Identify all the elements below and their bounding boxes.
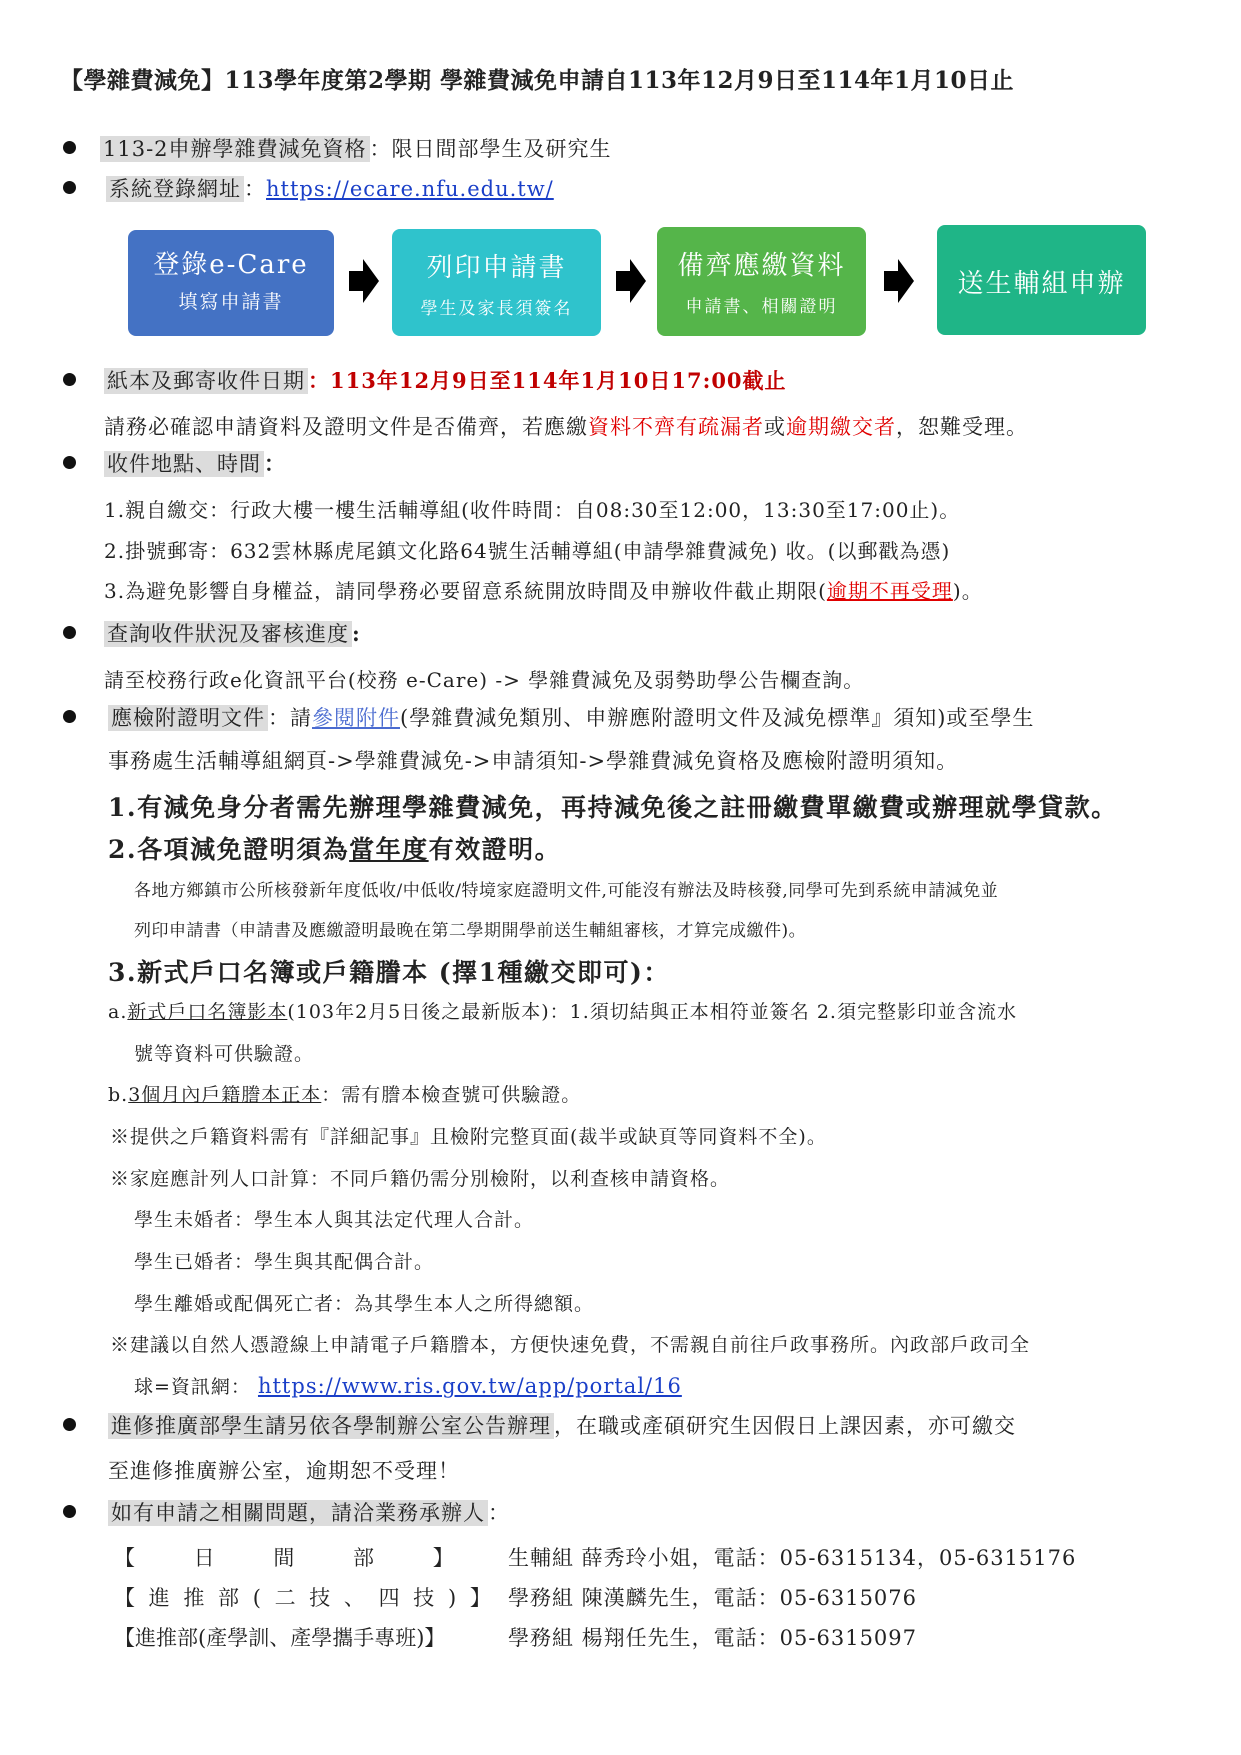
- documents-line-2: 事務處生活輔導組網頁->學雜費減免->申請須知->學雜費減免資格及應檢附證明須知。: [108, 749, 959, 773]
- documents-a: a.新式戶口名簿影本(103年2月5日後之最新版本)：1.須切結與正本相符並簽名 2.須完整影印並含流水: [108, 1001, 1017, 1023]
- contact-day: 【 日 間 部 】 生輔組 薛秀玲小姐，電話：05-6315134，05-6315176: [114, 1542, 1076, 1572]
- arrow-right-icon: [349, 259, 379, 303]
- contact-evening-degree: 【 進 推 部 ( 二 技 、 四 技 ) 】 學務組 陳漢麟先生，電話：05-6315076: [114, 1582, 917, 1612]
- ecare-link[interactable]: https://ecare.nfu.edu.tw/: [266, 177, 554, 201]
- location-item-3: 3.為避免影響自身權益，請同學務必要留意系統開放時間及申辦收件截止期限(逾期不再受理)。: [104, 579, 983, 603]
- remark-3-line-2: 球=資訊網： https://www.ris.gov.tw/app/portal/16: [134, 1374, 682, 1398]
- bullet-icon: [63, 373, 76, 386]
- contacts-label: 如有申請之相關問題，請洽業務承辦人: [108, 1500, 488, 1526]
- contact-evening-program-label: 【進推部(產學訓、產學攜手專班)】: [114, 1626, 446, 1650]
- query-label: 查詢收件狀況及審核進度: [104, 621, 352, 647]
- query-heading: 查詢收件狀況及審核進度 :: [104, 618, 361, 648]
- query-text: 請至校務行政e化資訊平台(校務 e-Care) -> 學雜費減免及弱勢助學公告欄查詢。: [104, 668, 865, 692]
- contacts-heading: 如有申請之相關問題，請洽業務承辦人 ：: [108, 1497, 510, 1527]
- bullet-icon: [63, 1418, 76, 1431]
- remark-3: ※建議以自然人憑證線上申請電子戶籍謄本，方便快速免費，不需親自前往戶政事務所。內政部戶政司全: [110, 1334, 1031, 1356]
- documents-point-2: 2.各項減免證明須為當年度有效證明。: [108, 835, 562, 864]
- remark-2: ※家庭應計列人口計算：不同戶籍仍需分別檢附，以利查核申請資格。: [110, 1168, 731, 1190]
- remark-unmarried: 學生未婚者：學生本人與其法定代理人合計。: [134, 1209, 535, 1231]
- flow-step-prepare: 備齊應繳資料 申請書、相關證明: [657, 227, 866, 336]
- deadline-label: 紙本及郵寄收件日期: [104, 368, 308, 394]
- documents-a-line-2: 號等資料可供驗證。: [134, 1043, 315, 1065]
- bullet-icon: [63, 141, 76, 154]
- location-item-2: 2.掛號郵寄：632雲林縣虎尾鎮文化路64號生活輔導組(申請學雜費減免) 收。(以郵戳為憑): [104, 539, 951, 563]
- documents-note-2: 列印申請書（申請書及應繳證明最晚在第二學期開學前送生輔組審核，才算完成繳件)。: [134, 921, 807, 941]
- location-heading: 收件地點、時間 ：: [104, 448, 286, 478]
- eligibility-line: [100, 133, 612, 163]
- deadline-note: 請務必確認申請資料及證明文件是否備齊，若應繳資料不齊有疏漏者或逾期繳交者，恕難受理。: [104, 415, 1028, 439]
- arrow-right-icon: [884, 259, 914, 303]
- documents-point-3: 3.新式戶口名簿或戶籍謄本 (擇1種繳交即可)：: [108, 958, 670, 987]
- location-label: 收件地點、時間: [104, 451, 264, 477]
- remark-1: ※提供之戶籍資料需有『詳細記事』且檢附完整頁面(裁半或缺頁等同資料不全)。: [110, 1126, 827, 1148]
- documents-b: b.3個月內戶籍謄本正本：需有謄本檢查號可供驗證。: [108, 1084, 582, 1106]
- deadline-value: 113年12月9日至114年1月10日17:00截止: [330, 368, 787, 393]
- evening-label: 進修推廣部學生請另依各學制辦公室公告辦理: [108, 1413, 554, 1439]
- bullet-icon: [63, 456, 76, 469]
- evening-line: 進修推廣部學生請另依各學制辦公室公告辦理 ，在職或產碩研究生因假日上課因素，亦可繳交: [108, 1410, 1016, 1440]
- bullet-icon: [63, 181, 76, 194]
- system-label: 系統登錄網址: [106, 176, 244, 202]
- eligibility-value: ：限日間部學生及研究生: [369, 137, 612, 161]
- contact-day-label: 【 日 間 部 】: [114, 1546, 454, 1570]
- eligibility-label: 113-2申辦學雜費減免資格: [100, 136, 370, 162]
- attachment-link[interactable]: 參閱附件: [312, 706, 400, 730]
- ris-link[interactable]: https://www.ris.gov.tw/app/portal/16: [257, 1374, 682, 1398]
- flow-step-print: 列印申請書 學生及家長須簽名: [392, 229, 601, 336]
- contact-evening-degree-label: 【 進 推 部 ( 二 技 、 四 技 ) 】: [114, 1586, 491, 1610]
- evening-line-2: 至進修推廣辦公室，逾期恕不受理！: [108, 1459, 460, 1483]
- contact-evening-program: 【進推部(產學訓、產學攜手專班)】 學務組 楊翔任先生，電話：05-6315097: [114, 1622, 917, 1652]
- deadline-line: 紙本及郵寄收件日期 ：113年12月9日至114年1月10日17:00截止: [104, 365, 787, 395]
- documents-point-1: 1.有減免身分者需先辦理學雜費減免，再持減免後之註冊繳費單繳費或辦理就學貸款。: [108, 793, 1118, 822]
- location-item-1: 1.親自繳交：行政大樓一樓生活輔導組(收件時間：自08:30至12:00，13:30至17:00止)。: [104, 498, 961, 522]
- bullet-icon: [63, 710, 76, 723]
- remark-divorced: 學生離婚或配偶死亡者：為其學生本人之所得總額。: [134, 1293, 595, 1315]
- documents-note-1: 各地方鄉鎮市公所核發新年度低收/中低收/特境家庭證明文件,可能沒有辦法及時核發,同學可先到系統申請減免並: [134, 881, 999, 901]
- documents-line: 應檢附證明文件 ：請參閱附件(學雜費減免類別、申辦應附證明文件及減免標準』須知)或至學生: [108, 702, 1034, 732]
- flow-step-submit: 送生輔組申辦: [937, 225, 1146, 335]
- bullet-icon: [63, 626, 76, 639]
- system-url-line: 系統登錄網址 ：https://ecare.nfu.edu.tw/: [106, 173, 554, 203]
- remark-married: 學生已婚者：學生與其配偶合計。: [134, 1251, 435, 1273]
- page-title: 【學雜費減免】113學年度第2學期 學雜費減免申請自113年12月9日至114年1月10日止: [60, 67, 1015, 94]
- flow-step-login: 登錄e-Care 填寫申請書: [128, 230, 334, 336]
- documents-label: 應檢附證明文件: [108, 705, 268, 731]
- bullet-icon: [63, 1505, 76, 1518]
- arrow-right-icon: [616, 259, 646, 303]
